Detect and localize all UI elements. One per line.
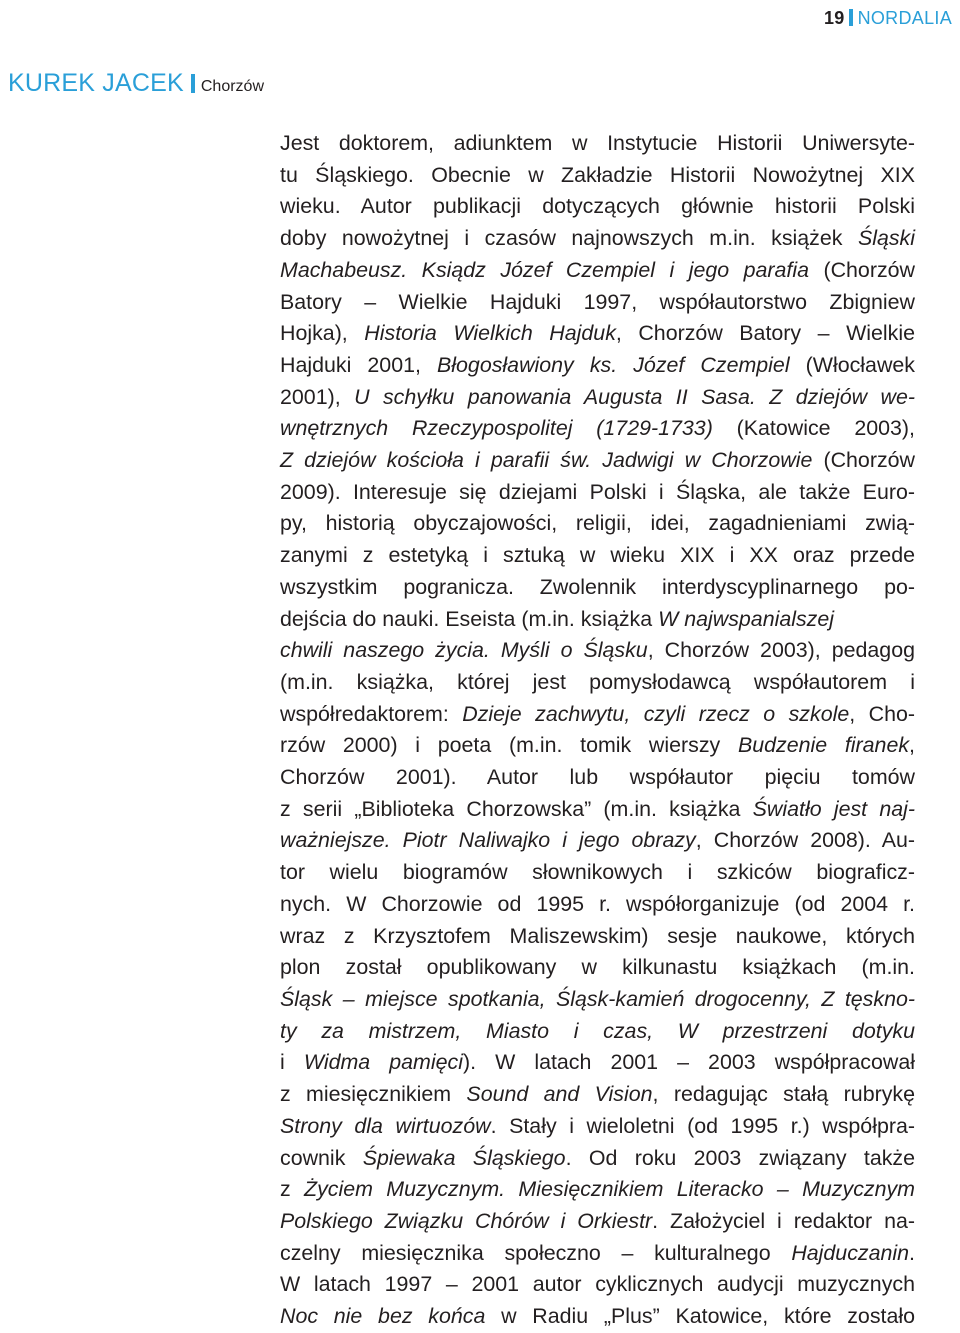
page-number: 19	[823, 8, 845, 28]
text-span: Hajduki 2001,	[280, 352, 438, 377]
italic-title-span: Polskiego Związku Chórów i Orkiestr	[280, 1208, 653, 1233]
text-span: i	[280, 1050, 304, 1075]
text-span: (Włocławek	[789, 352, 915, 377]
entry-city: Chorzów	[200, 78, 264, 95]
text-span: Jest doktorem, adiunktem w Instytucie Historii Uniwersyte-	[280, 131, 915, 155]
text-span: (Katowice 2003),	[712, 416, 915, 441]
italic-title-span: wnętrznych Rzeczypospolitej (1729-1733)	[280, 416, 713, 441]
text-span: w Radiu „Plus” Katowice, które zostało	[485, 1304, 916, 1329]
text-span: dejścia do nauki. Eseista (m.in. książka	[280, 606, 659, 631]
text-line	[280, 699, 915, 731]
italic-title-span: Historia Wielkich Hajduk	[364, 321, 616, 346]
section-title: NORDALIA	[857, 8, 952, 28]
italic-title-span: Sound and Vision	[466, 1082, 653, 1107]
text-line	[280, 255, 915, 287]
text-line	[280, 889, 915, 921]
text-span: plon został opublikowany w kilkunastu książkach (m.in.	[280, 955, 915, 980]
entry-name: KUREK JACEK	[8, 69, 184, 97]
text-line	[280, 287, 915, 319]
text-line	[280, 921, 915, 953]
italic-title-span: W najwspanialszej	[658, 606, 835, 631]
text-line	[280, 1143, 915, 1175]
italic-title-span: Błogosławiony ks. Józef Czempiel	[437, 352, 790, 377]
text-span: py, historią obyczajowości, religii, idei, zagadnieniami zwią-	[280, 511, 915, 536]
text-span: Batory – Wielkie Hajduki 1997, współautorstwo Zbigniew	[280, 289, 915, 314]
italic-title-span: Z dziejów kościoła i parafii św. Jadwigi w Chorzowie	[280, 448, 813, 473]
separator-bar	[191, 74, 195, 93]
text-line	[280, 382, 915, 414]
text-span: wszystkim pogranicza. Zwolennik interdyscyplinarnego po-	[280, 574, 915, 599]
separator-bar	[849, 9, 853, 26]
text-line	[280, 413, 915, 445]
italic-title-span: Budzenie firanek	[737, 733, 910, 758]
text-line	[280, 318, 915, 350]
text-line	[280, 191, 915, 223]
text-span: , redagując stałą rubrykę	[652, 1082, 915, 1107]
italic-title-span: Śląsk – miejsce spotkania, Śląsk-kamień drogocenny, Z tęskno-	[280, 986, 915, 1011]
text-span: wraz z Krzysztofem Maliszewskim) sesje naukowe, których	[280, 923, 915, 948]
text-span: , Chorzów 2003), pedagog	[647, 638, 915, 663]
text-span: .	[909, 1240, 915, 1265]
text-span: . Od roku 2003 związany także	[565, 1145, 915, 1170]
italic-title-span: Strony dla wirtuozów	[280, 1113, 491, 1138]
text-span: 2001),	[280, 384, 355, 409]
text-span: , Chorzów 2008). Au-	[695, 828, 916, 853]
text-line	[280, 1269, 915, 1301]
italic-title-span: Śląski	[857, 226, 915, 251]
text-line	[280, 350, 915, 382]
text-line	[280, 1206, 915, 1238]
entry-heading	[8, 69, 264, 98]
text-span: tor wielu biogramów słownikowych i szkiców biograficz-	[280, 860, 915, 885]
text-line	[280, 667, 915, 699]
text-span: z serii „Biblioteka Chorzowska” (m.in. książka	[280, 796, 753, 821]
text-line	[280, 604, 915, 636]
text-span: tu Śląskiego. Obecnie w Zakładzie Historii Nowożytnej XIX	[280, 162, 915, 187]
italic-title-span: Widma pamięci	[303, 1050, 463, 1075]
text-line	[280, 857, 915, 889]
italic-title-span: Życiem Muzycznym. Miesięcznikiem Literacko – Muzycznym	[304, 1177, 915, 1202]
text-span: Hojka),	[280, 321, 365, 346]
text-span: . Stały i wieloletni (od 1995 r.) współpra-	[490, 1113, 915, 1138]
text-line	[280, 160, 915, 192]
text-line	[280, 1238, 915, 1270]
text-line	[280, 730, 915, 762]
text-line	[280, 1111, 915, 1143]
text-span: doby nowożytnej i czasów najnowszych m.in. książek	[280, 226, 858, 251]
biography-text	[280, 128, 915, 1333]
italic-title-span: ty za mistrzem, Miasto i czas, W przestrzeni dotyku	[280, 1018, 915, 1043]
text-line	[280, 1174, 915, 1206]
text-span: rzów 2000) i poeta (m.in. tomik wierszy	[280, 733, 738, 758]
text-line	[280, 508, 915, 540]
italic-title-span: Machabeusz. Ksiądz Józef Czempiel i jego parafia	[280, 257, 810, 282]
text-line	[280, 445, 915, 477]
italic-title-span: U schyłku panowania Augusta II Sasa. Z dziejów we-	[354, 384, 915, 409]
text-line	[280, 825, 915, 857]
text-span: Chorzów 2001). Autor lub współautor pięciu tomów	[280, 765, 915, 790]
text-span: z miesięcznikiem	[280, 1082, 467, 1107]
text-line	[280, 1079, 915, 1111]
italic-title-span: Światło jest naj-	[752, 796, 915, 821]
text-span: ). W latach 2001 – 2003 współpracował	[462, 1050, 915, 1075]
text-span: 2009). Interesuje się dziejami Polski i Śląska, ale także Euro-	[280, 479, 915, 504]
text-span: (Chorzów	[809, 257, 915, 282]
running-head	[824, 8, 952, 29]
text-line	[280, 762, 915, 794]
italic-title-span: Dzieje zachwytu, czyli rzecz o szkole	[462, 701, 850, 726]
text-span: nych. W Chorzowie od 1995 r. współorganizuje (od 2004 r.	[280, 891, 915, 916]
text-span: współredaktorem:	[280, 701, 463, 726]
text-span: , Chorzów Batory – Wielkie	[615, 321, 916, 346]
text-line	[280, 1047, 915, 1079]
text-line	[280, 223, 915, 255]
text-span: zanymi z estetyką i sztuką w wieku XIX i XX oraz przede	[280, 543, 915, 568]
italic-title-span: Śpiewaka Śląskiego	[362, 1145, 566, 1170]
text-line	[280, 1016, 915, 1048]
text-line	[280, 952, 915, 984]
text-span: , Cho-	[849, 701, 915, 726]
text-span: . Założyciel i redaktor na-	[652, 1208, 915, 1233]
text-span: cownik	[280, 1145, 363, 1170]
text-line	[280, 794, 915, 826]
text-line	[280, 635, 915, 667]
text-span: czelny miesięcznika społeczno – kulturalnego	[280, 1240, 792, 1265]
italic-title-span: Noc nie bez końca	[280, 1304, 486, 1329]
text-line	[280, 572, 915, 604]
text-span: wieku. Autor publikacji dotyczących głównie historii Polski	[280, 194, 915, 219]
text-span: W latach 1997 – 2001 autor cyklicznych audycji muzycznych	[280, 1272, 915, 1297]
text-span: (m.in. książka, której jest pomysłodawcą współautorem i	[280, 669, 915, 694]
text-line	[280, 540, 915, 572]
text-line	[280, 128, 915, 160]
text-span: ,	[909, 733, 915, 758]
text-span: z	[280, 1177, 305, 1202]
text-line	[280, 477, 915, 509]
italic-title-span: Hajduczanin	[791, 1240, 910, 1265]
italic-title-span: chwili naszego życia. Myśli o Śląsku	[280, 638, 648, 663]
text-line	[280, 984, 915, 1016]
italic-title-span: ważniejsze. Piotr Naliwajko i jego obrazy	[280, 828, 696, 853]
text-span: (Chorzów	[812, 448, 915, 473]
